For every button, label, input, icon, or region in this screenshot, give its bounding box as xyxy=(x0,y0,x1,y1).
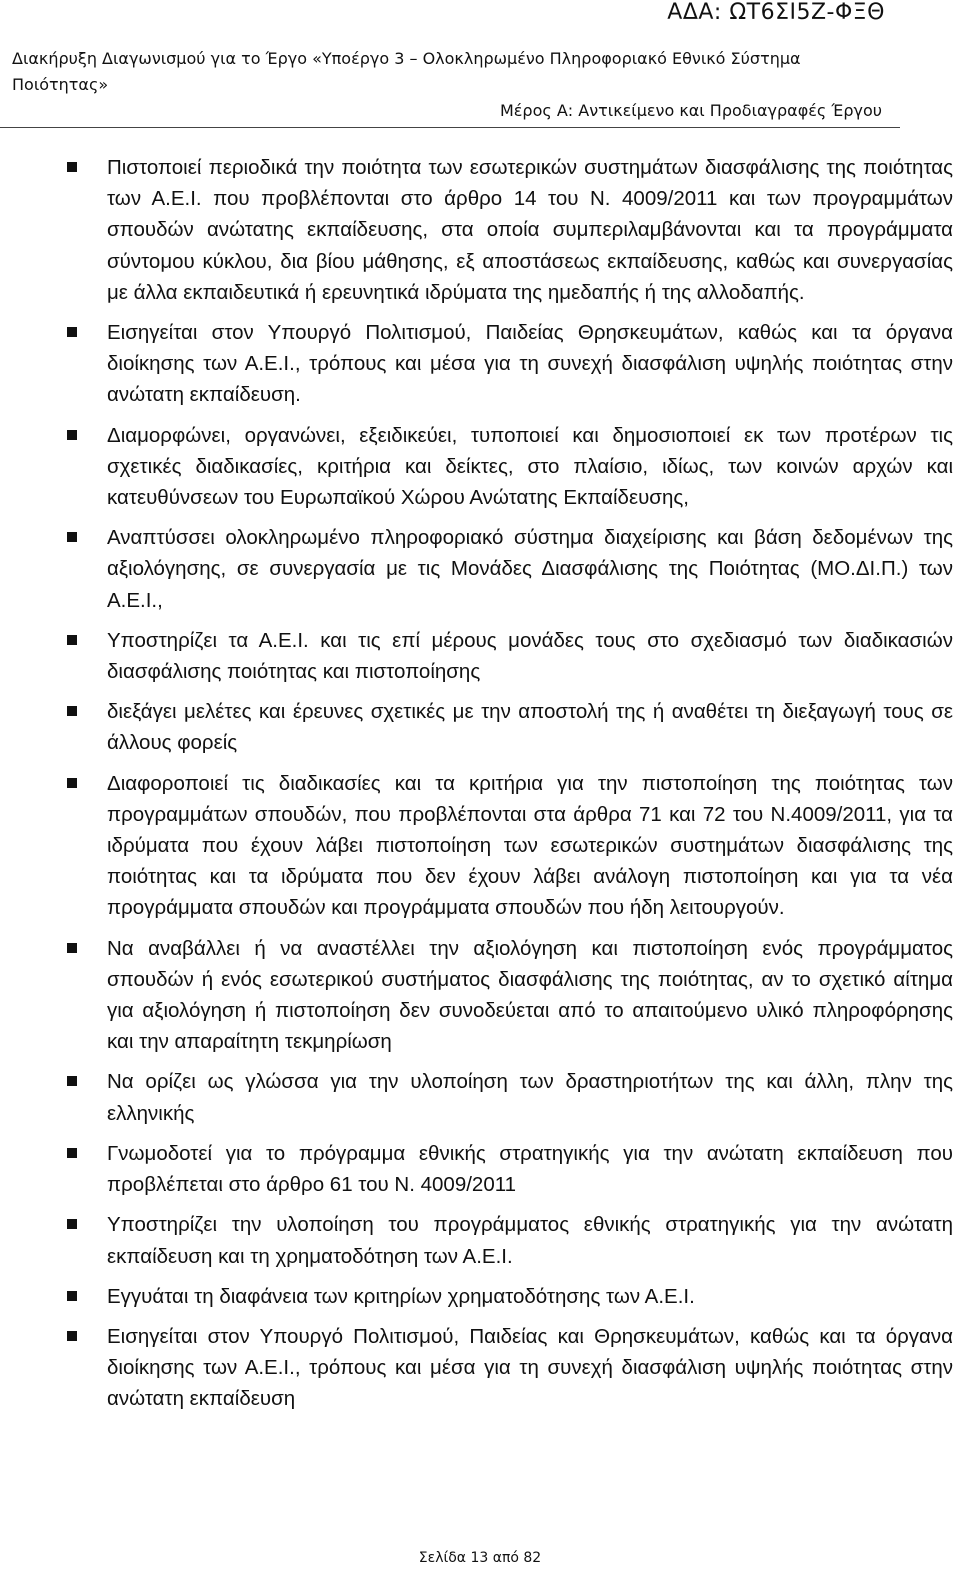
list-item-text: Εγγυάται τη διαφάνεια των κριτηρίων χρηματοδότησης των Α.Ε.Ι. xyxy=(107,1284,695,1308)
list-item-text: Διαφοροποιεί τις διαδικασίες και τα κριτήρια για την πιστοποίηση της ποιότητας των προγραμμάτων σπουδών, που προβλέπονται στα άρθρα 71 και 72 του Ν.4009/2011, για τα ιδρύματα που έχουν λάβει πιστοποίηση των εσωτερικών συστημάτων διασφάλισης της ποιότητας και τα ιδρύματα που δεν έχουν λάβει ανάλογη πιστοποίηση και για τα νέα προγράμματα σπουδών και προγράμματα σπουδών που ήδη λειτουργούν. xyxy=(107,771,953,920)
bullet-icon xyxy=(67,430,77,440)
bullet-icon xyxy=(67,635,77,645)
bullet-icon xyxy=(67,943,77,953)
list-item xyxy=(67,1209,953,1271)
bullet-list xyxy=(67,152,953,1415)
list-item-text: Πιστοποιεί περιοδικά την ποιότητα των εσωτερικών συστημάτων διασφάλισης της ποιότητας των Α.Ε.Ι. που προβλέπονται στο άρθρο 14 του Ν. 4009/2011 και των προγραμμάτων σπουδών ανώτατης εκπαίδευσης, στα οποία συμπεριλαμβάνονται και τα προγράμματα σύντομου κύκλου, δια βίου μάθησης, εξ αποστάσεως εκπαίδευσης, καθώς και συνεργασίας με άλλα εκπαιδευτικά ή ερευνητικά ιδρύματα της ημεδαπής ή της αλλοδαπής. xyxy=(107,156,953,304)
list-item-text: Υποστηρίζει τα Α.Ε.Ι. και τις επί μέρους μονάδες τους στο σχεδιασμό των διαδικασιών διασφάλισης ποιότητας και πιστοποίησης xyxy=(107,628,953,684)
header-divider xyxy=(0,127,900,128)
list-item-text: Να αναβάλλει ή να αναστέλλει την αξιολόγηση και πιστοποίηση ενός προγράμματος σπουδών ή ενός εσωτερικού συστήματος διασφάλισης της ποιότητας, αν το σχετικό αίτημα για αξιολόγηση ή πιστοποίηση δεν συνοδεύεται από το απαιτούμενο υλικό πληροφόρησης και την απαραίτητη τεκμηρίωση xyxy=(107,936,953,1054)
list-item xyxy=(67,317,953,411)
list-item xyxy=(67,1321,953,1415)
bullet-icon xyxy=(67,532,77,542)
list-item-text: Να ορίζει ως γλώσσα για την υλοποίηση των δραστηριοτήτων της και άλλη, πλην της ελληνικής xyxy=(107,1070,953,1125)
list-item xyxy=(67,1281,953,1312)
list-item xyxy=(67,420,953,514)
list-item xyxy=(67,768,953,924)
list-item-text: Αναπτύσσει ολοκληρωμένο πληροφοριακό σύστημα διαχείρισης και βάση δεδομένων της αξιολόγησης, σε συνεργασία με τις Μονάδες Διασφάλισης της Ποιότητας (ΜΟ.ΔΙ.Π.) των Α.Ε.Ι., xyxy=(107,526,953,612)
list-item xyxy=(67,152,953,308)
document-header xyxy=(12,46,882,124)
bullet-icon xyxy=(67,778,77,788)
header-title-line-2: Ποιότητας» xyxy=(12,75,109,94)
header-section: Μέρος Α: Αντικείμενο και Προδιαγραφές Έργου xyxy=(499,101,882,120)
list-item-text: Διαμορφώνει, οργανώνει, εξειδικεύει, τυποποιεί και δημοσιοποιεί εκ των προτέρων τις σχετικές διαδικασίες, κριτήρια και δείκτες, στο πλαίσιο, ιδίως, των κοινών αρχών και κατευθύνσεων του Ευρωπαϊκού Χώρου Ανώτατης Εκπαίδευσης, xyxy=(107,423,953,510)
list-item-text: διεξάγει μελέτες και έρευνες σχετικές με την αποστολή της ή αναθέτει τη διεξαγωγή τους σε άλλους φορείς xyxy=(107,700,953,755)
list-item xyxy=(67,1066,953,1128)
bullet-icon xyxy=(67,706,77,716)
page-number: Σελίδα 13 από 82 xyxy=(418,1550,542,1566)
bullet-icon xyxy=(67,1219,77,1229)
list-item xyxy=(67,522,953,616)
list-item xyxy=(67,933,953,1058)
list-item xyxy=(67,696,953,758)
list-item xyxy=(67,1138,953,1200)
header-title-line: Διακήρυξη Διαγωνισμού για το Έργο «Υποέργο 3 – Ολοκληρωμένο Πληροφοριακό Εθνικό Σύστημα xyxy=(12,49,801,68)
list-item xyxy=(67,625,953,687)
bullet-icon xyxy=(67,327,77,337)
bullet-icon xyxy=(67,1331,77,1341)
list-item-text: Εισηγείται στον Υπουργό Πολιτισμού, Παιδείας και Θρησκευμάτων, καθώς και τα όργανα διοίκησης των Α.Ε.Ι., τρόπους και μέσα για τη συνεχή διασφάλιση υψηλής ποιότητας στην ανώτατη εκπαίδευση xyxy=(107,1324,953,1411)
list-item-text: Εισηγείται στον Υπουργό Πολιτισμού, Παιδείας Θρησκευμάτων, καθώς και τα όργανα διοίκησης των Α.Ε.Ι., τρόπους και μέσα για τη συνεχή διασφάλιση υψηλής ποιότητας στην ανώτατη εκπαίδευση. xyxy=(107,321,953,407)
ada-code: ΑΔΑ: ΩΤ6ΣΙ5Ζ-ΦΞΘ xyxy=(667,0,885,25)
list-item-text: Υποστηρίζει την υλοποίηση του προγράμματος εθνικής στρατηγικής για την ανώτατη εκπαίδευση και τη χρηματοδότηση των Α.Ε.Ι. xyxy=(107,1213,953,1268)
bullet-icon xyxy=(67,1148,77,1158)
bullet-icon xyxy=(67,1291,77,1301)
bullet-icon xyxy=(67,162,77,172)
bullet-icon xyxy=(67,1076,77,1086)
list-item-text: Γνωμοδοτεί για το πρόγραμμα εθνικής στρατηγικής για την ανώτατη εκπαίδευση που προβλέπεται στο άρθρο 61 του Ν. 4009/2011 xyxy=(107,1141,953,1197)
